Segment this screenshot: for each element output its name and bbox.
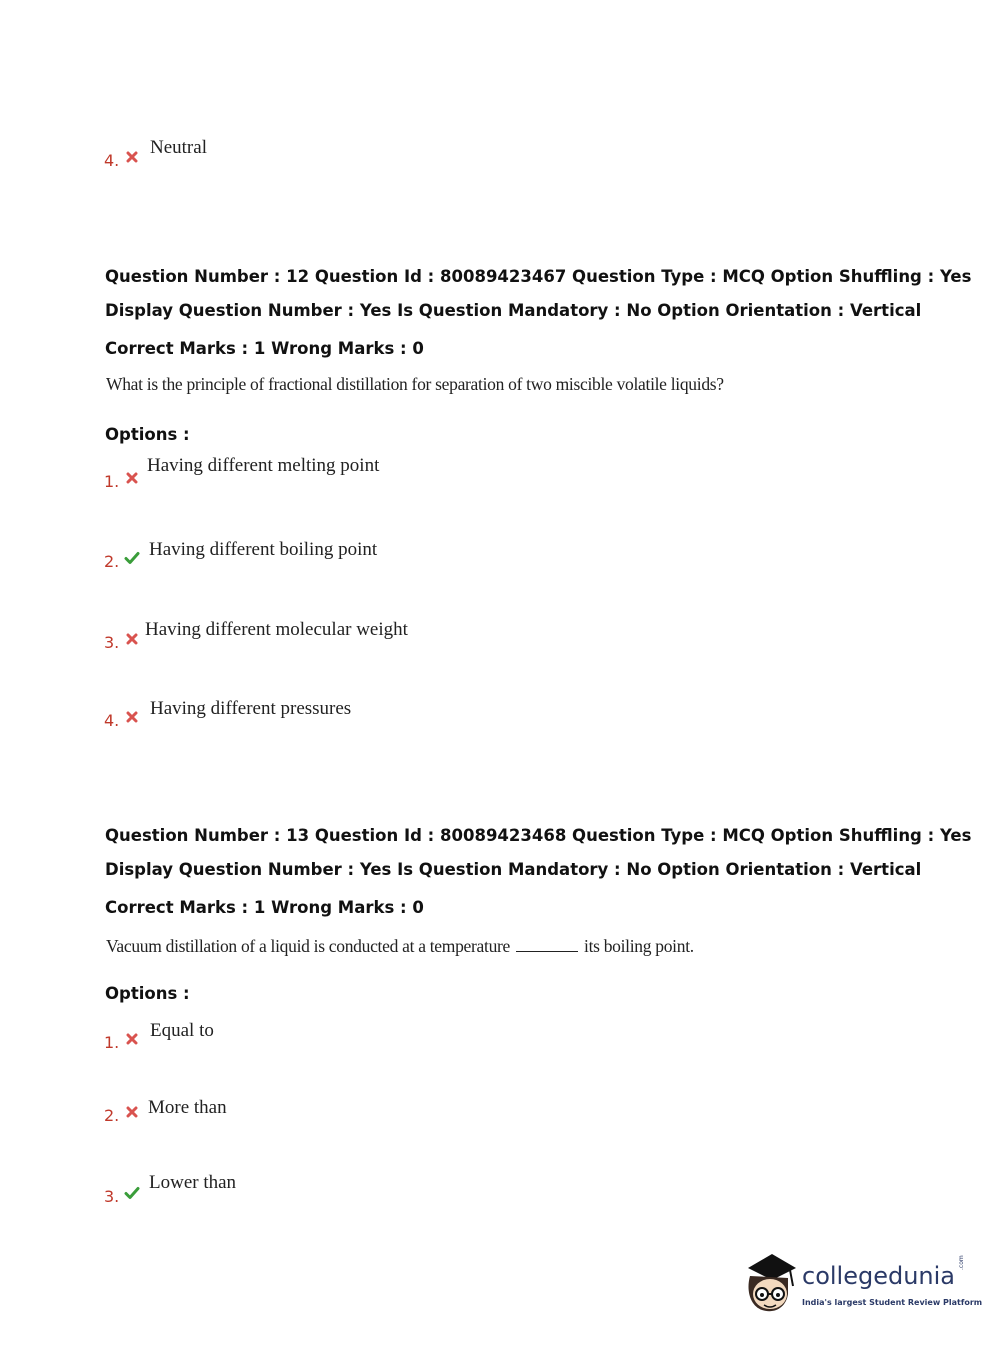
check-icon bbox=[124, 551, 140, 565]
marks-line: Correct Marks : 1 Wrong Marks : 0 bbox=[105, 898, 424, 917]
question-text-after: its boiling point. bbox=[584, 936, 694, 956]
option-text: Having different molecular weight bbox=[145, 619, 408, 640]
option-number: 1. bbox=[104, 1033, 120, 1052]
option-number: 4. bbox=[104, 711, 120, 730]
mascot-icon bbox=[740, 1250, 800, 1316]
question-meta-line: Question Number : 13 Question Id : 80089423468 Question Type : MCQ Option Shuffling : Yes bbox=[105, 826, 972, 845]
question-text: What is the principle of fractional distillation for separation of two miscible volatile liquids? bbox=[106, 374, 724, 394]
question-meta-line: Display Question Number : Yes Is Question Mandatory : No Option Orientation : Vertical bbox=[105, 860, 922, 879]
wrong-icon bbox=[125, 632, 139, 646]
option-number: 3. bbox=[104, 633, 120, 652]
wrong-icon bbox=[125, 710, 139, 724]
option-text: Having different melting point bbox=[147, 455, 380, 476]
options-label: Options : bbox=[105, 984, 190, 1003]
option-number: 3. bbox=[104, 1187, 120, 1206]
logo-suffix: .com bbox=[958, 1255, 965, 1270]
wrong-icon bbox=[125, 471, 139, 485]
wrong-icon bbox=[125, 1105, 139, 1119]
logo-tagline: India's largest Student Review Platform bbox=[802, 1298, 983, 1307]
option-number: 1. bbox=[104, 472, 120, 491]
option-number: 2. bbox=[104, 552, 120, 571]
marks-line: Correct Marks : 1 Wrong Marks : 0 bbox=[105, 339, 424, 358]
wrong-icon bbox=[125, 1032, 139, 1046]
option-text: More than bbox=[148, 1097, 227, 1118]
option-number: 2. bbox=[104, 1106, 120, 1125]
option-text: Having different boiling point bbox=[149, 539, 378, 560]
question-meta-line: Question Number : 12 Question Id : 80089423467 Question Type : MCQ Option Shuffling : Yes bbox=[105, 267, 972, 286]
fill-in-blank bbox=[516, 937, 578, 952]
option-text: Equal to bbox=[150, 1020, 214, 1041]
logo-name: collegedunia bbox=[802, 1262, 956, 1290]
options-label: Options : bbox=[105, 425, 190, 444]
option-text: Lower than bbox=[149, 1172, 237, 1193]
option-number: 4. bbox=[104, 151, 120, 170]
question-text bbox=[106, 936, 694, 957]
option-text: Having different pressures bbox=[150, 698, 352, 719]
check-icon bbox=[124, 1186, 140, 1200]
question-text-before: Vacuum distillation of a liquid is conducted at a temperature bbox=[106, 936, 511, 956]
option-text: Neutral bbox=[150, 137, 207, 158]
question-meta-line: Display Question Number : Yes Is Question Mandatory : No Option Orientation : Vertical bbox=[105, 301, 922, 320]
wrong-icon bbox=[125, 150, 139, 164]
collegedunia-logo bbox=[740, 1250, 983, 1322]
